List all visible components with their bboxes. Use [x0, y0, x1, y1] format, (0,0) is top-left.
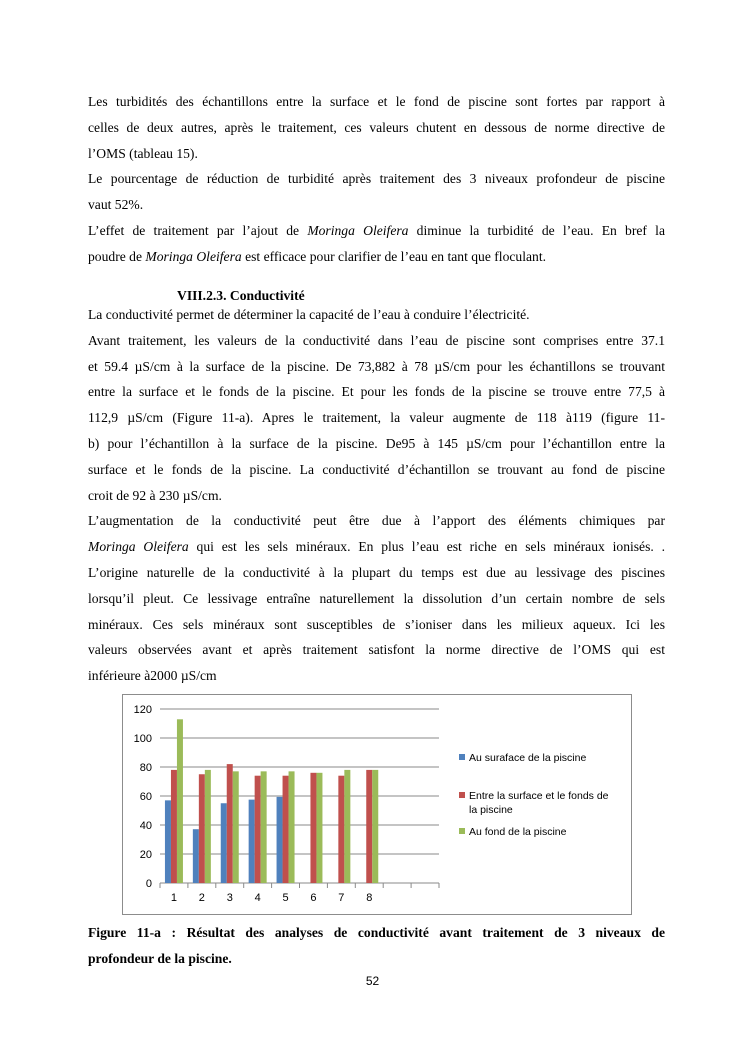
- text-line: L’augmentation de la conductivité peut être due à l’apport des éléments chimiques par: [88, 513, 665, 529]
- x-tick-label: 7: [338, 892, 345, 904]
- y-tick-label: 20: [139, 849, 152, 861]
- text-line: La conductivité permet de déterminer la capacité de l’eau à conduire l’électricité.: [88, 307, 530, 322]
- figure-caption: [88, 920, 665, 972]
- text-line: croit de 92 à 230 µS/cm.: [88, 487, 222, 503]
- text-line: 112,9 µS/cm (Figure 11-a). Apres le traitement, la valeur augmente de 118 à119 (figure 11-: [88, 410, 665, 426]
- bar-3-3: [233, 771, 239, 883]
- bar-3-1: [177, 719, 183, 883]
- bar-2-7: [338, 776, 344, 883]
- x-tick-label: 6: [310, 892, 317, 904]
- bar-3-2: [205, 770, 211, 883]
- text-line: inférieure à2000 µS/cm: [88, 668, 217, 684]
- bar-1-1: [165, 800, 171, 883]
- caption-line: profondeur de la piscine.: [88, 951, 232, 966]
- x-tick-label: 3: [226, 892, 233, 904]
- y-tick-label: 60: [139, 791, 152, 803]
- legend-swatch: [459, 828, 465, 834]
- chart-svg: [123, 695, 631, 914]
- legend-swatch: [459, 792, 465, 798]
- page-number: 52: [365, 974, 380, 988]
- text-line: L’origine naturelle de la conductivité à la plupart du temps est due au lessivage des piscines: [88, 564, 665, 580]
- text-line: Avant traitement, les valeurs de la conductivité dans l’eau de piscine sont comprises entre 37.1: [88, 332, 665, 348]
- x-tick-label: 1: [170, 892, 178, 904]
- bar-3-8: [372, 770, 378, 883]
- bar-2-8: [366, 770, 372, 883]
- bar-2-5: [283, 776, 289, 883]
- y-tick-label: 0: [145, 878, 152, 890]
- text-line: surface et le fonds de la piscine. La conductivité d’échantillon se trouvant au fond de piscine: [88, 461, 665, 477]
- x-tick-label: 4: [254, 892, 261, 904]
- legend-label: Entre la surface et le fonds de: [469, 790, 609, 802]
- text-line: entre la surface et le fonds de la piscine. Et pour les fonds de la piscine se trouve entre 77,5 à: [88, 384, 665, 400]
- y-tick-label: 100: [133, 733, 152, 745]
- text-line: minéraux. Ces sels minéraux sont susceptibles de s’ioniser dans les milieux aqueux. Ici les: [88, 616, 665, 632]
- bar-3-5: [289, 771, 295, 883]
- bar-1-5: [277, 797, 283, 883]
- caption-line: Figure 11-a : Résultat des analyses de conductivité avant traitement de 3 niveaux de: [88, 925, 665, 940]
- text-line: Le pourcentage de réduction de turbidité après traitement des 3 niveaux profondeur de piscine: [88, 171, 665, 187]
- paragraph-turbidity: [88, 89, 665, 270]
- bar-3-4: [261, 771, 267, 883]
- text-line: Moringa Oleifera qui est les sels minéraux. En plus l’eau est riche en sels minéraux ionisés. .: [88, 539, 665, 555]
- y-tick-label: 80: [139, 762, 152, 774]
- legend-label: la piscine: [469, 804, 513, 816]
- text-line: et 59.4 µS/cm à la surface de la piscine. De 73,882 à 78 µS/cm pour les échantillons se trouvant: [88, 358, 665, 374]
- text-line: b) pour l’échantillon à la surface de la piscine. De95 à 145 µS/cm pour l’échantillon entre la: [88, 435, 665, 451]
- y-tick-label: 120: [133, 704, 152, 716]
- x-tick-label: 5: [282, 892, 289, 904]
- bar-3-7: [344, 770, 350, 883]
- text-line: valeurs observées avant et après traitement satisfont la norme directive de l’OMS qui est: [88, 642, 665, 658]
- bar-1-4: [249, 800, 255, 883]
- text-line: L’effet de traitement par l’ajout de Moringa Oleifera diminue la turbidité de l’eau. En bref la: [88, 222, 665, 238]
- text-line: Les turbidités des échantillons entre la surface et le fond de piscine sont fortes par rapport à: [88, 94, 665, 109]
- bar-2-6: [310, 773, 316, 883]
- x-tick-label: 8: [366, 892, 373, 904]
- bar-1-3: [221, 803, 227, 883]
- legend-label: Au fond de la piscine: [469, 826, 567, 838]
- legend-swatch: [459, 754, 465, 760]
- bar-2-2: [199, 774, 205, 883]
- text-line: l’OMS (tableau 15).: [88, 145, 198, 161]
- text-line: celles de deux autres, après le traitement, ces valeurs chutent en dessous de norme directive de: [88, 119, 665, 135]
- bar-2-4: [255, 776, 261, 883]
- y-tick-label: 40: [139, 820, 152, 832]
- bar-1-2: [193, 829, 199, 883]
- conductivity-chart: [122, 694, 632, 915]
- legend-label: Au suraface de la piscine: [469, 752, 587, 764]
- paragraph-conductivity: [88, 302, 665, 689]
- x-tick-label: 2: [198, 892, 205, 904]
- text-line: lorsqu’il pleut. Ce lessivage entraîne naturellement la dissolution d’un certain nombre de sels: [88, 590, 665, 606]
- bar-3-6: [316, 773, 322, 883]
- text-line: vaut 52%.: [88, 197, 144, 213]
- bar-2-3: [227, 764, 233, 883]
- section-heading: VIII.2.3. Conductivité: [177, 288, 305, 303]
- text-line: poudre de Moringa Oleifera est efficace pour clarifier de l’eau en tant que floculant.: [88, 248, 546, 264]
- bar-2-1: [171, 770, 177, 883]
